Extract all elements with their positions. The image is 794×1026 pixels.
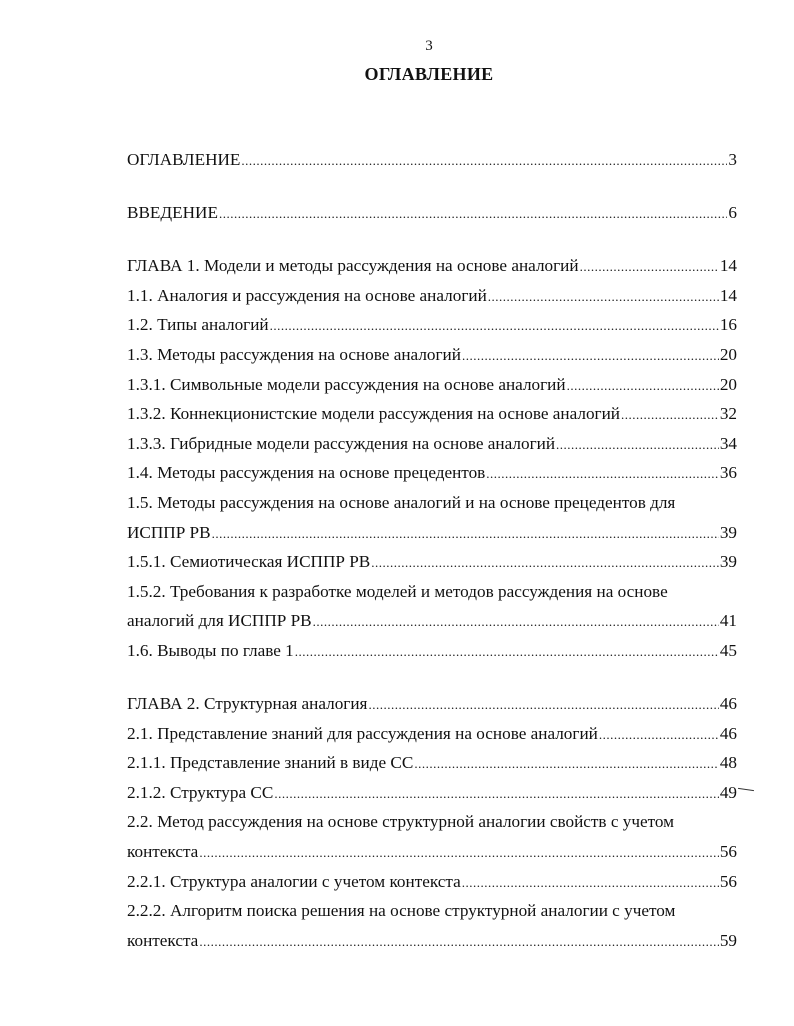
toc-entry[interactable] [127,458,737,488]
dot-leader [212,519,719,549]
toc-entry-title-continued: контекста [127,841,199,861]
toc-entry-title: 1.3.3. Гибридные модели рассуждения на основе аналогий [127,433,556,453]
dot-leader [567,371,719,401]
dot-leader [295,637,719,667]
toc-entry[interactable] [127,399,737,429]
toc-page-number: 45 [719,640,737,660]
dot-leader [219,199,727,229]
toc-entry-title: ГЛАВА 1. Модели и методы рассуждения на основе аналогий [127,256,579,276]
toc-entry[interactable] [127,547,737,577]
toc-entry[interactable] [127,340,737,370]
toc-page-number: 56 [719,871,737,891]
dot-leader [199,927,719,957]
toc-entry-title: 2.1.2. Структура СС [127,782,274,802]
toc-page-number: 20 [719,374,737,394]
page-number: 3 [425,38,433,54]
toc-entry[interactable] [127,429,737,459]
dot-leader [488,282,719,312]
toc-entry-title: 1.3. Методы рассуждения на основе аналогий [127,344,461,364]
toc-entry-title: 1.5. Методы рассуждения на основе аналогий и на основе прецедентов для [127,492,676,512]
toc-entry-title: 1.4. Методы рассуждения на основе прецедентов [127,463,486,483]
toc-entry[interactable] [127,370,737,400]
dot-leader [270,311,719,341]
toc-page-number: 39 [719,552,737,572]
toc-entry-title: ОГЛАВЛЕНИЕ [127,150,241,169]
toc-entry-title: 2.2.2. Алгоритм поиска решения на основе структурной аналогии с учетом [127,901,676,921]
toc-entry-continuation [127,837,737,867]
toc-entry-title: 1.3.2. Коннекционистские модели рассуждения на основе аналогий [127,404,620,424]
toc-entry-title: ВВЕДЕНИЕ [127,203,218,223]
dot-leader [274,779,718,809]
toc-entry-continuation [127,926,737,956]
dot-leader [580,252,719,282]
toc-page-number: 48 [719,753,737,773]
toc-entry-title-continued: контекста [127,930,199,950]
toc-entry[interactable] [127,488,737,518]
toc-entry-title-continued: ИСППР РВ [127,522,211,542]
toc-entry[interactable] [127,310,737,340]
dot-leader [462,868,719,898]
table-of-contents [127,145,737,955]
toc-entry-title: 2.1. Представление знаний для рассуждения на основе аналогий [127,723,598,743]
toc-entry[interactable] [127,145,737,175]
toc-page-number: 59 [719,930,737,950]
toc-entry-title-continued: аналогий для ИСППР РВ [127,611,312,631]
toc-page-number: 49 [719,782,737,802]
dot-leader [371,548,719,578]
toc-page-number: 3 [728,150,737,169]
toc-page-number: 34 [719,433,737,453]
toc-entry-title: 2.2.1. Структура аналогии с учетом контекста [127,871,461,891]
dot-leader [199,838,719,868]
toc-entry[interactable] [127,198,737,228]
toc-entry-title: 1.3.1. Символьные модели рассуждения на основе аналогий [127,374,566,394]
toc-page-number: 41 [719,611,737,631]
toc-entry-continuation [127,606,737,636]
dot-leader [486,459,719,489]
toc-entry-title: 2.1.1. Представление знаний в виде СС [127,753,414,773]
toc-entry-title: 2.2. Метод рассуждения на основе структурной аналогии свойств с учетом [127,812,675,832]
toc-entry-title: 1.5.1. Семиотическая ИСППР РВ [127,552,371,572]
toc-page-number: 6 [728,203,737,223]
toc-entry[interactable] [127,778,737,808]
toc-page-number: 14 [719,256,737,276]
toc-entry-title: 1.5.2. Требования к разработке моделей и методов рассуждения на основе [127,581,668,601]
toc-entry[interactable] [127,719,737,749]
toc-entry[interactable] [127,807,737,837]
toc-entry-title: 1.6. Выводы по главе 1 [127,640,294,660]
dot-leader [368,690,718,720]
toc-entry[interactable] [127,636,737,666]
toc-page-number: 14 [719,285,737,305]
toc-entry[interactable] [127,281,737,311]
toc-entry-continuation [127,518,737,548]
toc-page-number: 20 [719,344,737,364]
pen-mark [738,788,754,791]
toc-entry[interactable] [127,251,737,281]
toc-entry[interactable] [127,577,737,607]
toc-page-number: 16 [719,315,737,335]
toc-entry-title: 1.2. Типы аналогий [127,315,269,335]
dot-leader [621,400,719,430]
toc-entry-title: 1.1. Аналогия и рассуждения на основе аналогий [127,285,487,305]
dot-leader [556,430,719,460]
toc-entry[interactable] [127,896,737,926]
toc-page-number: 32 [719,404,737,424]
page-title: ОГЛАВЛЕНИЕ [364,64,494,84]
toc-entry[interactable] [127,748,737,778]
dot-leader [414,749,718,779]
dot-leader [313,607,719,637]
toc-page-number: 46 [719,723,737,743]
toc-entry-title: ГЛАВА 2. Структурная аналогия [127,694,368,713]
toc-page-number: 36 [719,463,737,483]
dot-leader [599,720,719,750]
toc-entry[interactable] [127,867,737,897]
toc-page-number: 39 [719,522,737,542]
dot-leader [241,146,727,176]
toc-page-number: 56 [719,841,737,861]
toc-entry[interactable] [127,689,737,719]
toc-page-number: 46 [719,694,737,713]
dot-leader [462,341,719,371]
